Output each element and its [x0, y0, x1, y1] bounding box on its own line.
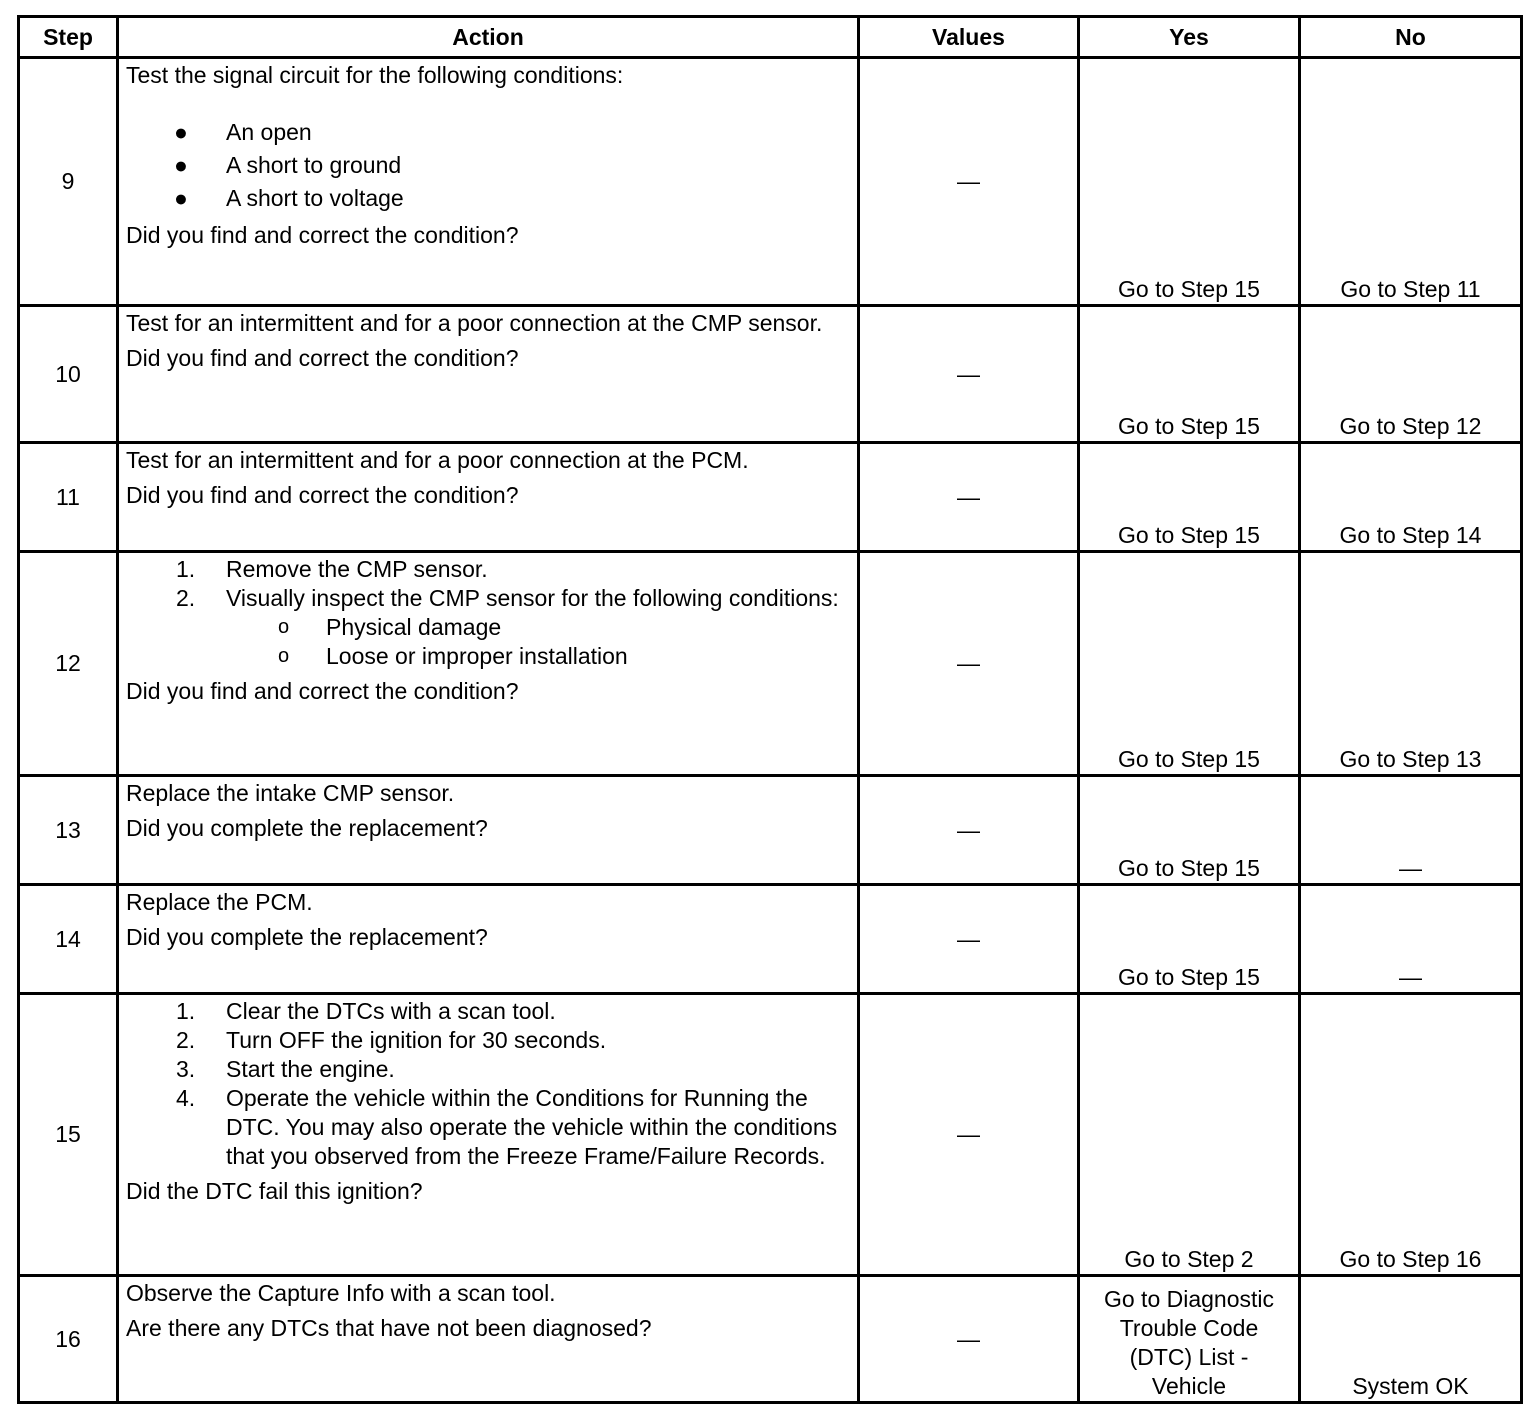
action-question: Did the DTC fail this ignition? [126, 1178, 423, 1204]
sub-condition-list [226, 613, 849, 671]
step-number: 9 [19, 58, 118, 306]
values-cell: — [859, 994, 1079, 1276]
table-row-step-10 [19, 306, 1522, 443]
no-cell: Go to Step 12 [1300, 306, 1522, 443]
table-row-step-14 [19, 885, 1522, 994]
table-row-step-15 [19, 994, 1522, 1276]
list-item: 1. Remove the CMP sensor. [176, 556, 488, 582]
action-intro: Replace the PCM. [126, 889, 313, 915]
no-cell: Go to Step 14 [1300, 443, 1522, 552]
action-intro: Observe the Capture Info with a scan tool. [126, 1280, 556, 1306]
yes-cell: Go to Step 15 [1079, 306, 1300, 443]
table-row-step-9 [19, 58, 1522, 306]
header-values: Values [859, 17, 1079, 58]
step-number: 12 [19, 552, 118, 776]
step-number: 11 [19, 443, 118, 552]
condition-list [126, 116, 849, 215]
action-cell [118, 443, 859, 552]
step-number: 13 [19, 776, 118, 885]
table-row-step-16 [19, 1276, 1522, 1403]
action-question: Did you complete the replacement? [126, 924, 488, 950]
yes-cell: Go to Step 15 [1079, 885, 1300, 994]
circle-bullet-icon: o [278, 616, 290, 638]
action-intro: Replace the intake CMP sensor. [126, 780, 455, 806]
values-cell: — [859, 58, 1079, 306]
action-intro: Test the signal circuit for the following conditions: [126, 62, 624, 88]
list-item: 1. Clear the DTCs with a scan tool. [176, 998, 556, 1024]
action-cell [118, 552, 859, 776]
list-item: 4. Operate the vehicle within the Conditions for Running the DTC. You may also operate the vehicle within the conditions that you observed from the Freeze Frame/Failure Records. [176, 1085, 838, 1169]
diagnostic-table [17, 15, 1523, 1404]
list-item: ● A short to ground [126, 149, 849, 182]
no-cell: Go to Step 11 [1300, 58, 1522, 306]
header-step: Step [19, 17, 118, 58]
list-item: ● An open [126, 116, 849, 149]
action-cell [118, 1276, 859, 1403]
bullet-icon: ● [174, 152, 188, 178]
bullet-icon: ● [174, 119, 188, 145]
action-intro: Test for an intermittent and for a poor connection at the CMP sensor. [126, 310, 823, 336]
no-cell: Go to Step 16 [1300, 994, 1522, 1276]
table-row-step-12 [19, 552, 1522, 776]
action-intro: Test for an intermittent and for a poor connection at the PCM. [126, 447, 749, 473]
step-number: 16 [19, 1276, 118, 1403]
values-cell: — [859, 885, 1079, 994]
header-row [19, 17, 1522, 58]
procedure-list [126, 997, 849, 1171]
yes-cell: Go to Step 15 [1079, 443, 1300, 552]
header-action: Action [118, 17, 859, 58]
action-cell [118, 776, 859, 885]
action-cell [118, 885, 859, 994]
values-cell: — [859, 443, 1079, 552]
list-item: 3. Start the engine. [176, 1056, 395, 1082]
procedure-list [126, 555, 849, 671]
action-cell [118, 58, 859, 306]
no-cell: — [1300, 776, 1522, 885]
yes-cell: Go to Step 2 [1079, 994, 1300, 1276]
action-question: Did you find and correct the condition? [126, 222, 519, 248]
action-question: Did you find and correct the condition? [126, 678, 519, 704]
list-item: o Loose or improper installation [226, 642, 849, 671]
yes-cell: Go to Step 15 [1079, 58, 1300, 306]
list-item: 2. Turn OFF the ignition for 30 seconds. [176, 1027, 607, 1053]
action-cell [118, 994, 859, 1276]
list-item: ● A short to voltage [126, 182, 849, 215]
table-row-step-13 [19, 776, 1522, 885]
table-row-step-11 [19, 443, 1522, 552]
values-cell: — [859, 1276, 1079, 1403]
values-cell: — [859, 776, 1079, 885]
action-question: Did you complete the replacement? [126, 815, 488, 841]
yes-cell: Go to Diagnostic Trouble Code (DTC) List - Vehicle [1079, 1276, 1300, 1403]
step-number: 10 [19, 306, 118, 443]
step-number: 15 [19, 994, 118, 1276]
step-number: 14 [19, 885, 118, 994]
values-cell: — [859, 306, 1079, 443]
no-cell: — [1300, 885, 1522, 994]
header-yes: Yes [1079, 17, 1300, 58]
list-item: 2. Visually inspect the CMP sensor for the following conditions: o Physical damage o Loose or improper installation [126, 584, 849, 671]
yes-cell: Go to Step 15 [1079, 776, 1300, 885]
action-cell [118, 306, 859, 443]
values-cell: — [859, 552, 1079, 776]
action-question: Are there any DTCs that have not been diagnosed? [126, 1315, 652, 1341]
no-cell: System OK [1300, 1276, 1522, 1403]
header-no: No [1300, 17, 1522, 58]
yes-cell: Go to Step 15 [1079, 552, 1300, 776]
no-cell: Go to Step 13 [1300, 552, 1522, 776]
action-question: Did you find and correct the condition? [126, 345, 519, 371]
bullet-icon: ● [174, 185, 188, 211]
action-question: Did you find and correct the condition? [126, 482, 519, 508]
circle-bullet-icon: o [278, 645, 290, 667]
list-item: o Physical damage [226, 613, 849, 642]
